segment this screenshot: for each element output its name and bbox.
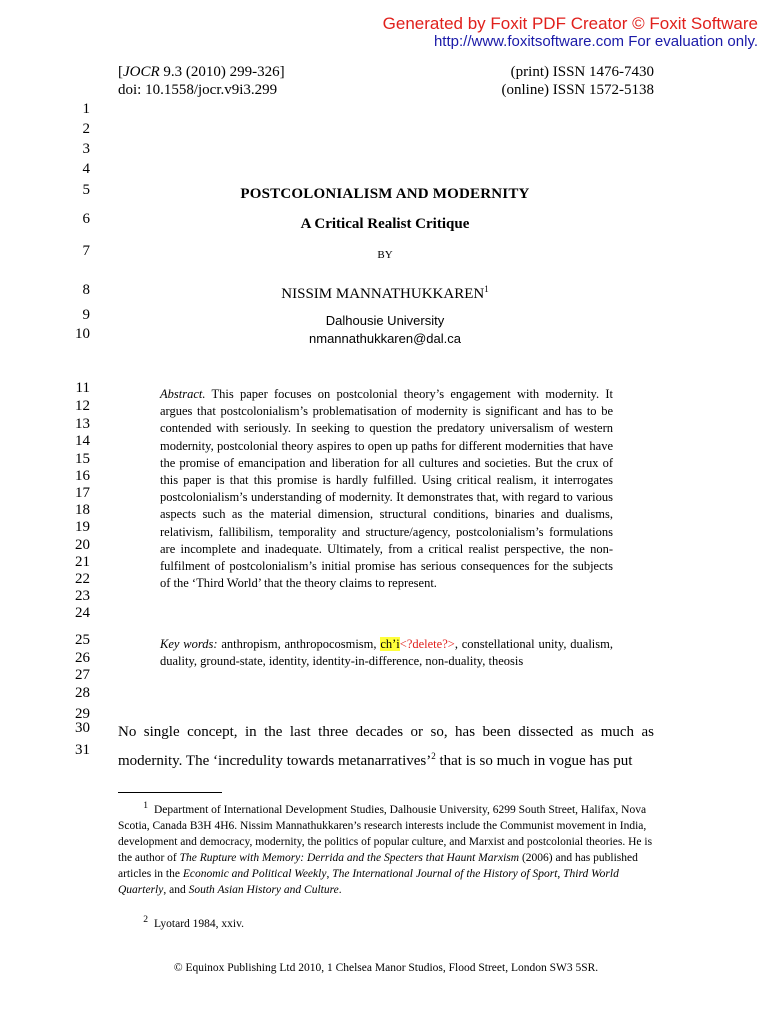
doi: doi: 10.1558/jocr.v9i3.299 [118,82,278,98]
line-number: 6 [82,211,90,227]
line-number: 19 [75,519,90,535]
keywords-text-start: anthropism, anthropocosmism, [221,637,377,651]
footnote-1-marker: 1 [143,800,148,811]
journal-volume: 9.3 (2010) 299-326] [159,64,285,80]
footnote-1-sep-2: , [557,867,564,880]
affiliation: Dalhousie University [325,313,445,328]
online-issn: (online) ISSN 1572-5138 [501,82,654,98]
line-number: 27 [75,667,90,683]
highlighted-keyword[interactable]: ch’i [380,637,400,651]
delete-marker: <?delete?> [399,637,455,651]
line-number: 7 [82,243,90,259]
watermark-line-2: http://www.foxitsoftware.com For evaluation only. [433,33,758,50]
footnote-1-journal-2: The International Journal of the History of Sport [332,867,558,880]
line-number: 5 [82,182,90,198]
footnote-1-sep-3: , and [163,883,189,896]
line-number: 29 [75,706,90,722]
footnote-1-journal-3: Third World Quarterly [118,867,619,896]
line-number: 13 [75,416,90,432]
footnote-2-marker: 2 [143,914,148,925]
footnote-1-journal-4: South Asian History and Culture [188,883,339,896]
line-number: 22 [75,571,90,587]
article-subtitle: A Critical Realist Critique [300,216,470,232]
journal-citation: [JOCR 9.3 (2010) 299-326] [118,64,285,80]
line-number: 9 [82,307,90,323]
line-number: 26 [75,650,90,666]
line-number: 30 [75,720,90,736]
footnote-1 [118,798,654,898]
footnote-1-book: The Rupture with Memory: Derrida and the Specters that Haunt Marxism [179,851,520,864]
line-number: 16 [75,468,90,484]
line-number: 3 [82,141,90,157]
byline: BY [377,249,393,261]
line-number: 12 [75,398,90,414]
author-email[interactable]: nmannathukkaren@dal.ca [309,331,461,346]
keywords [160,636,613,670]
footnote-1-sep-1: , [326,867,333,880]
footnote-marker-2[interactable]: 2 [431,751,436,761]
line-number: 28 [75,685,90,701]
footnote-1-text-b: (2006) and has published articles in the [118,851,638,880]
footnote-divider [118,792,222,793]
line-number: 4 [82,161,90,177]
body-text-1: No single concept, in the last three decades or so, has been dissected as much as modernity. The ‘incredulity towards metanarratives’ [118,724,654,769]
author-name-text: NISSIM MANNATHUKKAREN [281,286,485,302]
line-number: 8 [82,282,90,298]
footnote-2 [118,912,654,932]
journal-abbrev: JOCR [123,64,160,80]
line-number: 11 [75,380,90,396]
print-issn: (print) ISSN 1476-7430 [510,64,654,80]
footnote-1-journal-1: Economic and Political Weekly [182,867,327,880]
abstract [160,386,613,592]
footnote-1-end: . [338,883,342,896]
abstract-text: This paper focuses on postcolonial theory’s engagement with modernity. It argues that postcolonialism’s problematisation of modernity is significant and has to be contended with seriously. In seeking to question the predatory universalism of western modernity, postcolonial theory aspires to open up paths for different modernities that have the promise of emancipation and liberation for all cultures and societies. But the crux of this paper is that this promise is hardly fulfilled. Using critical realism, it interrogates postcolonialism’s understanding of modernity. It demonstrates that, with regard to various aspects such as the material dimension, structural conditions, binaries and dualisms, relativism, fallibilism, temporality and structure/agency, postcolonialism’s formulations are incomplete and inadequate. Ultimately, from a critical realist perspective, the non-fulfilment of postcolonialism’s initial promise has serious consequences for the subjects of the ‘Third World’ that the theory claims to represent. [160,387,613,591]
footnote-1-text: Department of International Development Studies, Dalhousie University, 6299 South Street, Halifax, Nova Scotia, Canada B3H 4H6. Nissim Mannathukkaren’s research interests include the Communist movement in India, development and democracy, modernity, the politics of popular culture, and Marxist and postcolonial theories. He is the author of [118,803,653,864]
line-number: 14 [75,433,90,449]
line-number: 31 [75,742,90,758]
line-number: 15 [75,451,90,467]
line-number: 2 [82,121,90,137]
watermark-line-1: Generated by Foxit PDF Creator © Foxit Software [382,14,758,33]
line-number: 21 [75,554,90,570]
author-footnote-marker[interactable]: 1 [484,284,489,294]
line-number: 20 [75,537,90,553]
abstract-label: Abstract. [160,387,206,401]
line-number: 23 [75,588,90,604]
line-number: 17 [75,485,90,501]
body-paragraph [118,720,654,773]
line-number: 24 [75,605,90,621]
line-number: 1 [82,101,90,117]
body-text-2: that is so much in vogue has put [435,753,633,769]
author-name [110,284,660,303]
line-number: 18 [75,502,90,518]
line-number: 25 [75,632,90,648]
article-title: POSTCOLONIALISM AND MODERNITY [240,186,530,202]
copyright-line: © Equinox Publishing Ltd 2010, 1 Chelsea Manor Studios, Flood Street, London SW3 5SR. [173,962,599,974]
line-number: 10 [75,326,90,342]
footnote-2-text: Lyotard 1984, xxiv. [154,917,244,930]
keywords-text-end: , constellational unity, dualism, duality, ground-state, identity, identity-in-difference, non-duality, theosis [160,637,613,669]
keywords-label: Key words: [160,637,218,651]
